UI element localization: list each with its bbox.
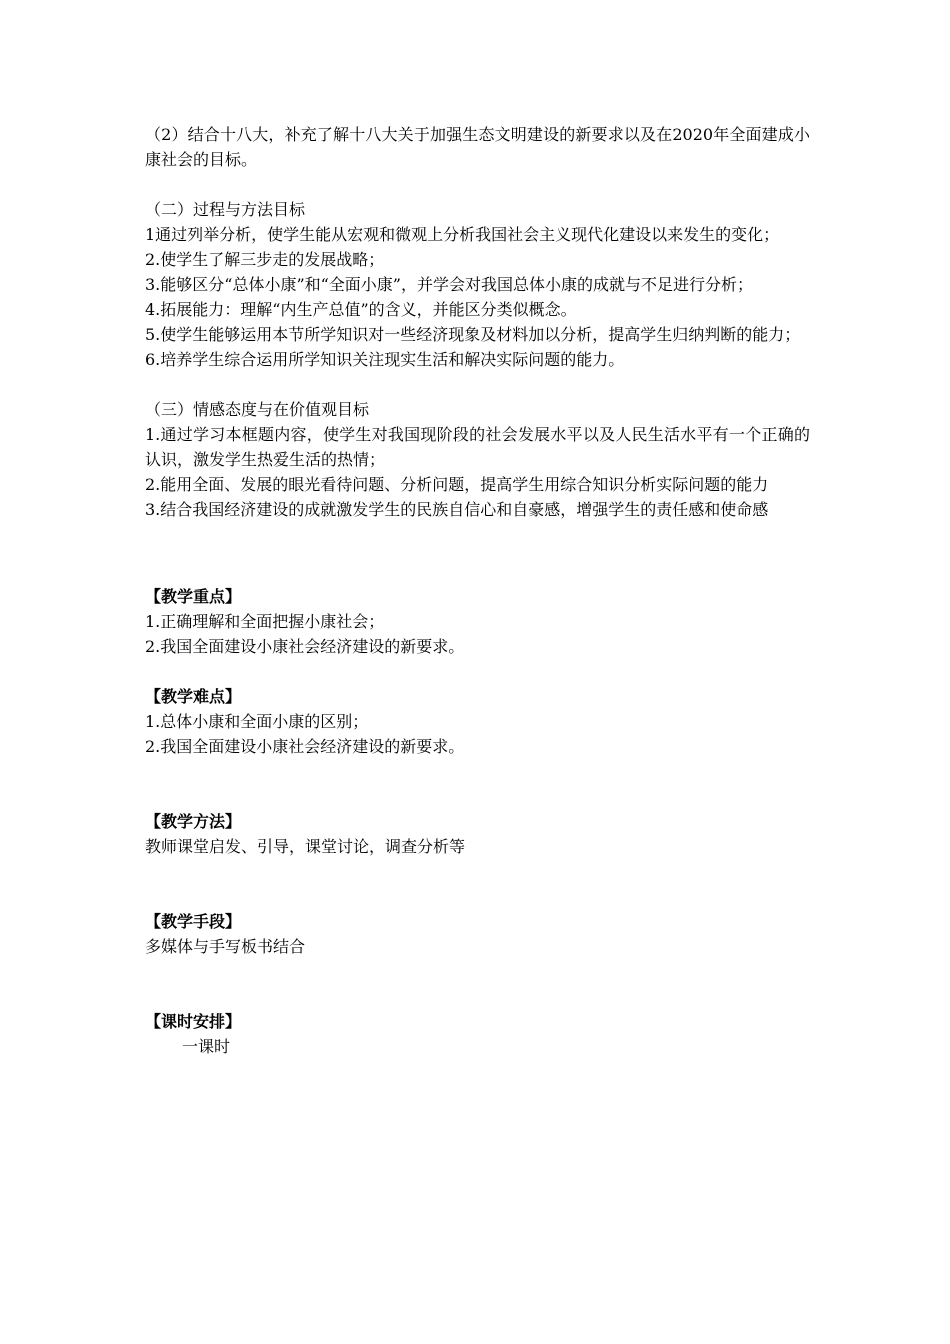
key-points-heading: 【教学重点】 xyxy=(145,587,242,606)
difficult-point-item-2: 2.我国全面建设小康社会经济建设的新要求。 xyxy=(145,737,465,756)
objective-1-item-2: （2）结合十八大，补充了解十八大关于加强生态文明建设的新要求以及在2020年全面建成小康社会的目标。 xyxy=(145,125,810,169)
process-method-item-6: 6.培养学生综合运用所学知识关注现实生活和解决实际问题的能力。 xyxy=(145,350,625,369)
process-method-item-1: 1通过列举分析，使学生能从宏观和微观上分析我国社会主义现代化建设以来发生的变化； xyxy=(145,225,780,244)
process-method-objectives-title: （二）过程与方法目标 xyxy=(145,200,306,219)
emotion-values-item-1: 1.通过学习本框题内容，使学生对我国现阶段的社会发展水平以及人民生活水平有一个正确的认识，激发学生热爱生活的热情； xyxy=(145,425,810,469)
process-method-item-5: 5.使学生能够运用本节所学知识对一些经济现象及材料加以分析，提高学生归纳判断的能力； xyxy=(145,325,801,344)
difficult-point-item-1: 1.总体小康和全面小康的区别； xyxy=(145,712,369,731)
teaching-methods-heading: 【教学方法】 xyxy=(145,812,242,831)
spacer xyxy=(145,372,810,397)
teaching-means-text: 多媒体与手写板书结合 xyxy=(145,937,306,956)
spacer xyxy=(145,859,810,909)
class-schedule-heading: 【课时安排】 xyxy=(145,1012,242,1031)
spacer xyxy=(145,759,810,809)
difficult-points-heading: 【教学难点】 xyxy=(145,687,242,706)
key-point-item-2: 2.我国全面建设小康社会经济建设的新要求。 xyxy=(145,637,465,656)
spacer xyxy=(145,959,810,1009)
teaching-means-heading: 【教学手段】 xyxy=(145,912,242,931)
process-method-item-4: 4.拓展能力：理解“内生产总值”的含义，并能区分类似概念。 xyxy=(145,300,577,319)
class-schedule-text: 一课时 xyxy=(182,1037,231,1056)
emotion-values-item-2: 2.能用全面、发展的眼光看待问题、分析问题，提高学生用综合知识分析实际问题的能力 xyxy=(145,475,769,494)
document-page xyxy=(145,122,810,1059)
spacer xyxy=(145,659,810,684)
emotion-values-item-3: 3.结合我国经济建设的成就激发学生的民族自信心和自豪感，增强学生的责任感和使命感 xyxy=(145,500,769,519)
spacer xyxy=(145,172,810,197)
spacer xyxy=(145,522,810,584)
emotion-values-objectives-title: （三）情感态度与在价值观目标 xyxy=(145,400,370,419)
teaching-methods-text: 教师课堂启发、引导，课堂讨论，调查分析等 xyxy=(145,837,466,856)
key-point-item-1: 1.正确理解和全面把握小康社会； xyxy=(145,612,385,631)
process-method-item-2: 2.使学生了解三步走的发展战略； xyxy=(145,250,385,269)
process-method-item-3: 3.能够区分“总体小康”和“全面小康”，并学会对我国总体小康的成就与不足进行分析； xyxy=(145,275,753,294)
